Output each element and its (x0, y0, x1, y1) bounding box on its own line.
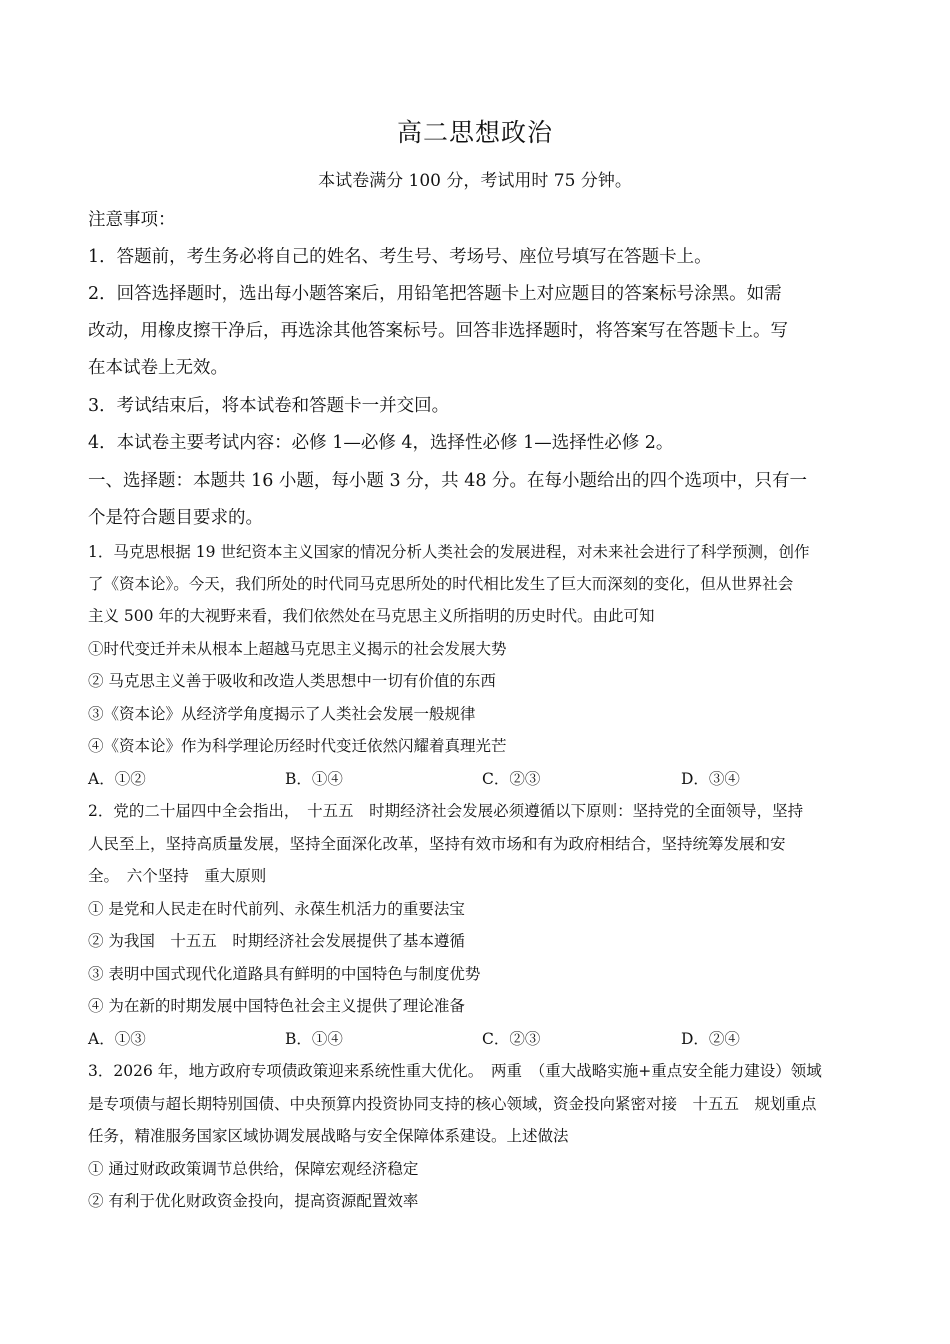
question-item: ④ 为在新的时期发展中国特色社会主义提供了理论准备 (88, 997, 465, 1015)
question-stem: 任务，精准服务国家区域协调发展战略与安全保障体系建设。上述做法 (88, 1127, 569, 1145)
question-stem: 全。 六个坚持 重大原则 (88, 867, 267, 885)
option-c: C．②③ (482, 770, 541, 788)
option-d: D．③④ (681, 770, 740, 788)
question-item: ③《资本论》从经济学角度揭示了人类社会发展一般规律 (88, 705, 476, 723)
option-b: B．①④ (285, 770, 343, 788)
notice-line: 1．答题前，考生务必将自己的姓名、考生号、考场号、座位号填写在答题卡上。 (88, 247, 712, 267)
question-stem: 是专项债与超长期特别国债、中央预算内投资协同支持的核心领域，资金投向紧密对接 十五五 规划重点 (88, 1095, 817, 1113)
question-stem: 2．党的二十届四中全会指出， 十五五 时期经济社会发展必须遵循以下原则：坚持党的全面领导，坚持 (88, 802, 804, 820)
question-item: ① 通过财政政策调节总供给，保障宏观经济稳定 (88, 1160, 419, 1178)
option-a: A．①③ (88, 1030, 146, 1048)
question-item: ① 是党和人民走在时代前列、永葆生机活力的重要法宝 (88, 900, 465, 918)
option-c: C．②③ (482, 1030, 541, 1048)
question-stem: 了《资本论》。今天，我们所处的时代同马克思所处的时代相比发生了巨大而深刻的变化，但从世界社会 (88, 575, 794, 593)
question-stem: 3．2026 年，地方政府专项债政策迎来系统性重大优化。 两重 （重大战略实施+重点安全能力建设）领域 (88, 1062, 822, 1080)
exam-info: 本试卷满分 100 分，考试用时 75 分钟。 (318, 171, 632, 191)
notice-line: 改动，用橡皮擦干净后，再选涂其他答案标号。回答非选择题时，将答案写在答题卡上。写 (88, 321, 788, 341)
notice-line: 2．回答选择题时，选出每小题答案后，用铅笔把答题卡上对应题目的答案标号涂黑。如需 (88, 284, 782, 304)
question-item: ③ 表明中国式现代化道路具有鲜明的中国特色与制度优势 (88, 965, 481, 983)
option-a: A．①② (88, 770, 146, 788)
option-d: D．②④ (681, 1030, 740, 1048)
question-stem: 人民至上，坚持高质量发展，坚持全面深化改革，坚持有效市场和有为政府相结合，坚持统筹发展和安 (88, 835, 786, 853)
notice-line: 3．考试结束后，将本试卷和答题卡一并交回。 (88, 396, 450, 416)
notice-heading: 注意事项： (88, 210, 176, 230)
section-heading: 一、选择题：本题共 16 小题，每小题 3 分，共 48 分。在每小题给出的四个选项中，只有一 (88, 471, 808, 491)
question-stem: 1．马克思根据 19 世纪资本主义国家的情况分析人类社会的发展进程，对未来社会进行了科学预测，创作 (88, 543, 810, 561)
option-b: B．①④ (285, 1030, 343, 1048)
question-item: ①时代变迁并未从根本上超越马克思主义揭示的社会发展大势 (88, 640, 507, 658)
page-title: 高二思想政治 (396, 118, 553, 147)
question-item: ② 马克思主义善于吸收和改造人类思想中一切有价值的东西 (88, 672, 496, 690)
question-item: ② 有利于优化财政资金投向，提高资源配置效率 (88, 1192, 419, 1210)
notice-line: 4．本试卷主要考试内容：必修 1—必修 4，选择性必修 1—选择性必修 2。 (88, 433, 674, 453)
question-item: ④《资本论》作为科学理论历经时代变迁依然闪耀着真理光芒 (88, 737, 507, 755)
notice-line: 在本试卷上无效。 (88, 358, 228, 378)
question-item: ② 为我国 十五五 时期经济社会发展提供了基本遵循 (88, 932, 465, 950)
question-stem: 主义 500 年的大视野来看，我们依然处在马克思主义所指明的历史时代。由此可知 (88, 607, 655, 625)
section-heading: 个是符合题目要求的。 (88, 508, 263, 528)
